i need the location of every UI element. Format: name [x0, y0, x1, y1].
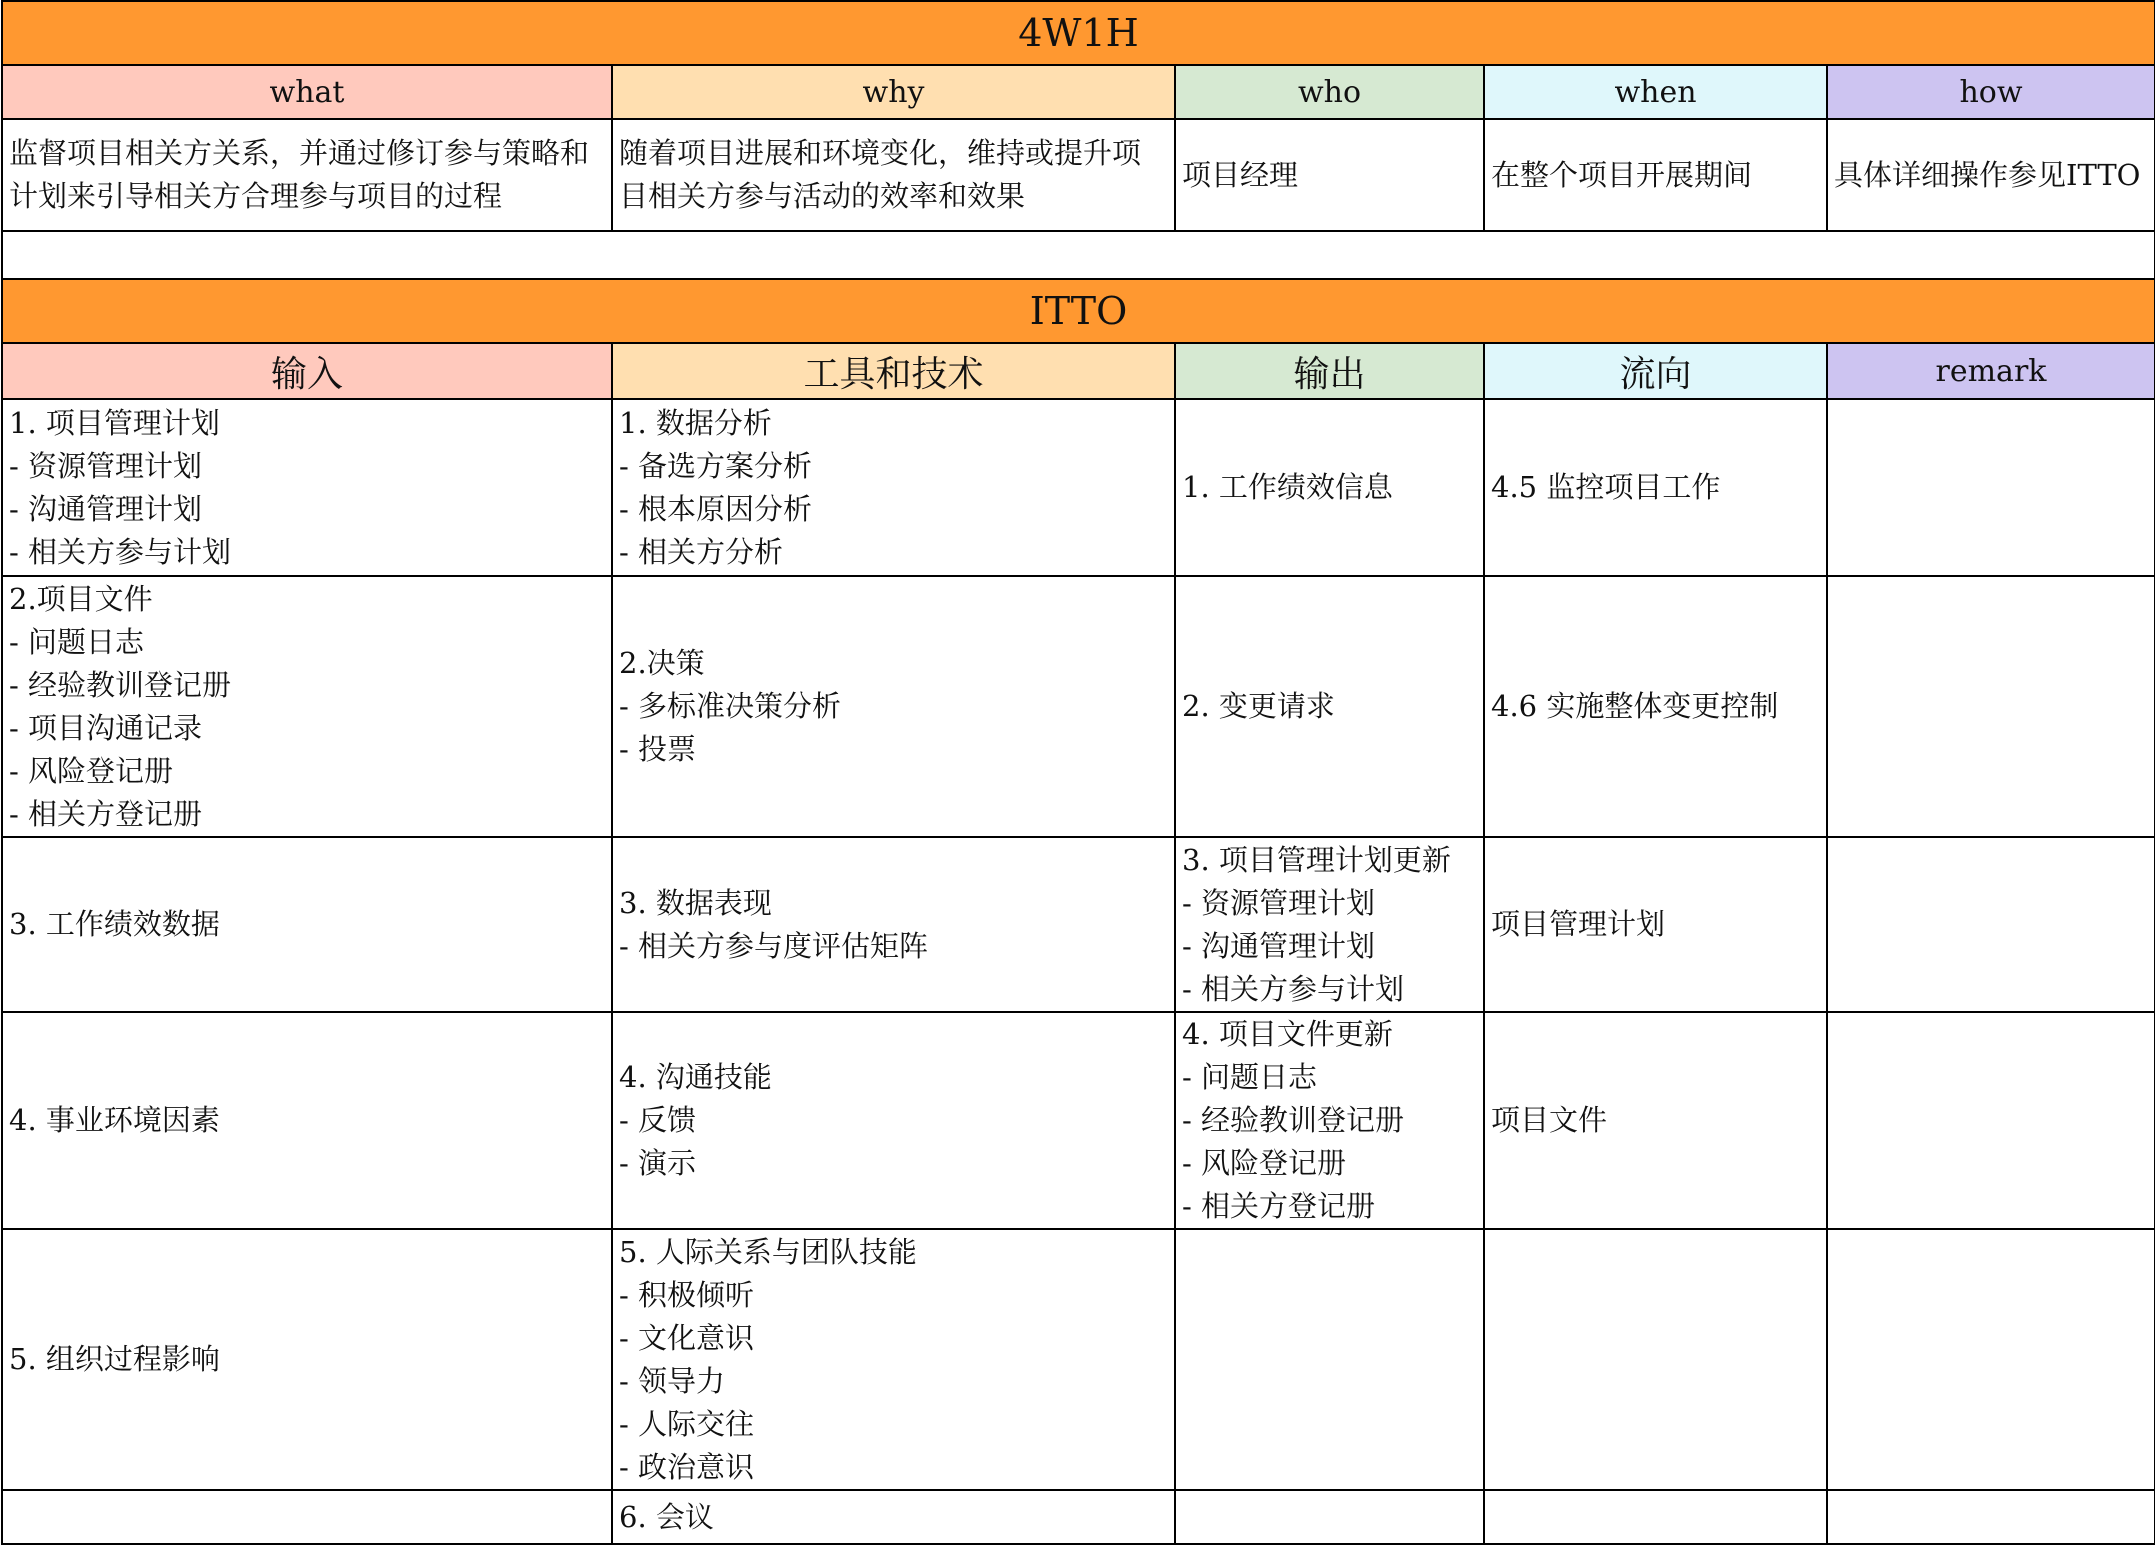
itto-cell-line: - 相关方参与度评估矩阵 — [619, 928, 929, 963]
itto-cell-line: 3. 数据表现 — [619, 885, 772, 920]
itto-cell-output — [1175, 1229, 1484, 1490]
itto-cell-line: - 相关方参与计划 — [1182, 971, 1405, 1006]
itto-cell-line: 1. 工作绩效信息 — [1182, 470, 1393, 504]
itto-cell-line: - 风险登记册 — [9, 753, 174, 788]
header-remark: remark — [1827, 343, 2155, 399]
itto-row — [2, 837, 2155, 1012]
itto-cell-output — [1175, 399, 1484, 576]
header-who: who — [1175, 65, 1484, 119]
itto-row — [2, 576, 2155, 837]
spacer-row — [2, 231, 2155, 281]
itto-cell-line: 4.6 实施整体变更控制 — [1491, 689, 1779, 723]
itto-cell-tools — [612, 1229, 1175, 1490]
itto-cell-tools — [612, 576, 1175, 837]
itto-cell-line: - 积极倾听 — [619, 1277, 755, 1312]
itto-cell-line: - 人际交往 — [619, 1406, 755, 1441]
itto-cell-line: 4.5 监控项目工作 — [1491, 470, 1721, 504]
header-input: 输入 — [2, 343, 612, 399]
itto-cell-line: - 项目沟通记录 — [9, 710, 203, 745]
itto-cell-line: - 相关方登记册 — [1182, 1189, 1376, 1223]
itto-cell-line: - 问题日志 — [9, 624, 145, 659]
itto-cell-line: - 多标准决策分析 — [619, 689, 842, 723]
itto-cell-line: 4. 项目文件更新 — [1182, 1017, 1393, 1051]
itto-cell-line: 2.决策 — [619, 646, 705, 680]
itto-cell-flow — [1484, 1229, 1827, 1490]
itto-cell-input — [2, 576, 612, 837]
itto-cell-input — [2, 1229, 612, 1490]
itto-cell-flow — [1484, 837, 1827, 1012]
itto-cell-line: 项目管理计划 — [1491, 907, 1666, 941]
itto-cell-input — [2, 1012, 612, 1229]
itto-cell-line: - 投票 — [619, 732, 697, 766]
itto-row — [2, 1229, 2155, 1490]
itto-cell-line: - 沟通管理计划 — [9, 491, 203, 526]
itto-cell-line: - 相关方分析 — [619, 534, 784, 569]
itto-cell-line: 5. 组织过程影响 — [9, 1342, 220, 1376]
header-why: why — [612, 65, 1175, 119]
itto-cell-line: - 相关方登记册 — [9, 796, 203, 831]
itto-cell-remark — [1827, 837, 2155, 1012]
itto-cell-line: - 文化意识 — [619, 1320, 755, 1355]
itto-cell-line: - 备选方案分析 — [619, 448, 813, 483]
header-flow: 流向 — [1484, 343, 1827, 399]
itto-cell-output — [1175, 1012, 1484, 1229]
itto-row — [2, 1012, 2155, 1229]
4w1h-title: 4W1H — [2, 1, 2155, 65]
itto-cell-line: 5. 人际关系与团队技能 — [619, 1234, 917, 1269]
header-what: what — [2, 65, 612, 119]
itto-table — [1, 278, 2155, 1545]
itto-cell-line: 项目文件 — [1491, 1103, 1608, 1137]
itto-cell-remark — [1827, 1012, 2155, 1229]
itto-cell-line: 4. 事业环境因素 — [9, 1103, 220, 1137]
itto-cell-flow — [1484, 1012, 1827, 1229]
itto-title: ITTO — [2, 279, 2155, 343]
header-tools: 工具和技术 — [612, 343, 1175, 399]
header-output: 输出 — [1175, 343, 1484, 399]
itto-cell-line: - 经验教训登记册 — [1182, 1103, 1405, 1137]
itto-cell-input — [2, 837, 612, 1012]
itto-cell-output — [1175, 576, 1484, 837]
how-value: 具体详细操作参见ITTO — [1827, 119, 2155, 231]
itto-cell-line: 6. 会议 — [619, 1499, 714, 1534]
itto-cell-tools — [612, 1012, 1175, 1229]
itto-cell-line: 1. 数据分析 — [619, 405, 772, 440]
itto-cell-flow — [1484, 399, 1827, 576]
itto-cell-line: - 根本原因分析 — [619, 491, 813, 526]
itto-cell-line: - 演示 — [619, 1146, 697, 1180]
itto-cell-tools — [612, 837, 1175, 1012]
when-value: 在整个项目开展期间 — [1484, 119, 1827, 231]
itto-cell-tools — [612, 399, 1175, 576]
itto-cell-flow — [1484, 576, 1827, 837]
itto-cell-line: - 问题日志 — [1182, 1060, 1318, 1094]
itto-cell-line: 2. 变更请求 — [1182, 689, 1335, 723]
header-when: when — [1484, 65, 1827, 119]
itto-cell-output — [1175, 837, 1484, 1012]
itto-cell-line: - 政治意识 — [619, 1449, 755, 1484]
itto-cell-line: 3. 工作绩效数据 — [9, 907, 220, 941]
itto-cell-line: - 反馈 — [619, 1103, 697, 1137]
itto-cell-line: - 资源管理计划 — [9, 448, 203, 483]
itto-cell-line: 4. 沟通技能 — [619, 1060, 772, 1094]
4w1h-table — [1, 0, 2155, 282]
who-value: 项目经理 — [1175, 119, 1484, 231]
itto-cell-remark — [1827, 399, 2155, 576]
what-value: 监督项目相关方关系，并通过修订参与策略和计划来引导相关方合理参与项目的过程 — [2, 119, 612, 231]
header-how: how — [1827, 65, 2155, 119]
itto-cell-line: - 领导力 — [619, 1363, 726, 1398]
itto-body — [2, 399, 2155, 1544]
itto-cell-line: - 相关方参与计划 — [9, 534, 232, 569]
itto-cell-line: 1. 项目管理计划 — [9, 405, 220, 440]
itto-cell-line: - 沟通管理计划 — [1182, 928, 1376, 963]
itto-cell-input — [2, 399, 612, 576]
itto-cell-remark — [1827, 1229, 2155, 1490]
itto-cell-line: 2.项目文件 — [9, 581, 153, 616]
itto-row — [2, 399, 2155, 576]
itto-cell-line: - 资源管理计划 — [1182, 885, 1376, 920]
itto-cell-remark — [1827, 576, 2155, 837]
itto-cell-line: - 风险登记册 — [1182, 1146, 1347, 1180]
itto-cell-line: - 经验教训登记册 — [9, 667, 232, 702]
itto-cell-line: 3. 项目管理计划更新 — [1182, 842, 1451, 877]
why-value: 随着项目进展和环境变化，维持或提升项目相关方参与活动的效率和效果 — [612, 119, 1175, 231]
